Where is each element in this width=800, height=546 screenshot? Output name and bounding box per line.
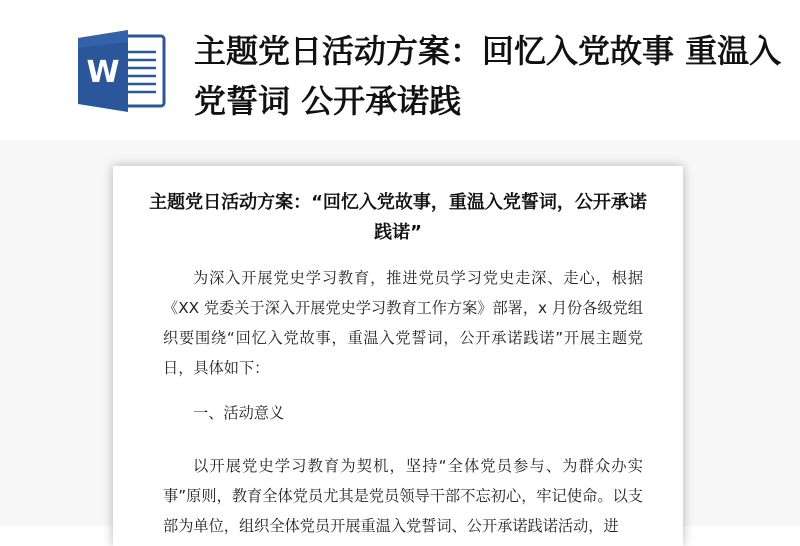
document-page [113,166,683,546]
paragraph-significance: 以开展党史学习教育为契机，坚持“全体党员参与、为群众办实事”原则，教育全体党员尤其是党员领导干部不忘初心，牢记使命。以支部为单位，组织全体党员开展重温入党誓词、公开承诺践诺活动，进 [163,457,643,535]
header [0,0,800,140]
paragraph-intro: 为深入开展党史学习教育，推进党员学习党史走深、走心，根据《XX 党委关于深入开展党史学习教育工作方案》部署，x 月份各级党组织要围绕“回忆入党故事，重温入党誓词，公开承诺践诺”开展主题党日，具体如下： [163,269,643,377]
word-letter: W [86,55,120,90]
document-title: 主题党日活动方案：“回忆入党故事，重温入党誓词，公开承诺践诺” [149,192,647,243]
page-title: 主题党日活动方案：回忆入党故事 重温入党誓词 公开承诺践 [194,32,782,120]
word-document-icon [76,28,168,114]
section-heading: 一、活动意义 [193,404,285,422]
